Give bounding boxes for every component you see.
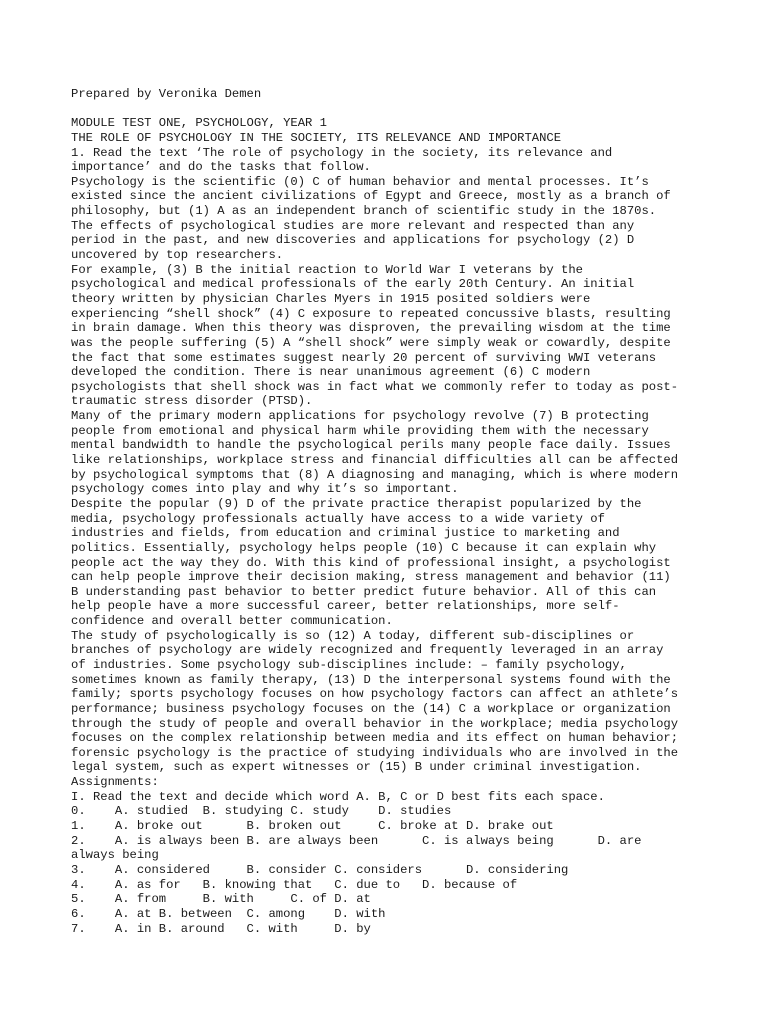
paragraph-4-line: politics. Essentially, psychology helps people (10) C because it can explain why bbox=[71, 540, 657, 555]
answer-options-list-line: 2. A. is always been B. are always been C. is always being D. are bbox=[71, 833, 642, 848]
module-heading: MODULE TEST ONE, PSYCHOLOGY, YEAR 1 bbox=[71, 116, 327, 131]
document-body bbox=[71, 87, 711, 936]
paragraph-1 bbox=[71, 175, 711, 263]
paragraph-2-line: psychologists that shell shock was in fact what we commonly refer to today as post- bbox=[71, 379, 679, 394]
answer-options-list-line: 7. A. in B. around C. with D. by bbox=[71, 921, 371, 936]
assignment-1-instruction: I. Read the text and decide which word A. B, C or D best fits each space. bbox=[71, 789, 605, 804]
answer-options-list-line: 5. A. from B. with C. of D. at bbox=[71, 892, 371, 907]
paragraph-4-line: can help people improve their decision making, stress management and behavior (11) bbox=[71, 570, 671, 585]
answer-options-list bbox=[71, 804, 711, 936]
paragraph-2-line: psychological and medical professionals of the early 20th Century. An initial bbox=[71, 277, 635, 292]
paragraph-1-line: period in the past, and new discoveries and applications for psychology (2) D bbox=[71, 233, 635, 248]
paragraph-4 bbox=[71, 497, 711, 629]
blank-line bbox=[71, 102, 711, 117]
paragraph-4-line: Despite the popular (9) D of the private practice therapist popularized by the bbox=[71, 496, 642, 511]
paragraph-3-line: mental bandwidth to handle the psychological perils many people face daily. Issues bbox=[71, 438, 671, 453]
paragraph-2-line: theory written by physician Charles Myers in 1915 posited soldiers were bbox=[71, 291, 591, 306]
paragraph-5-line: The study of psychologically is so (12) A today, different sub-disciplines or bbox=[71, 628, 635, 643]
task-1-instruction bbox=[71, 146, 711, 175]
paragraph-5-line: sometimes known as family therapy, (13) D the interpersonal systems found with the bbox=[71, 672, 671, 687]
paragraph-2-line: For example, (3) B the initial reaction to World War I veterans by the bbox=[71, 262, 583, 277]
paragraph-1-line: existed since the ancient civilizations of Egypt and Greece, mostly as a branch of bbox=[71, 189, 671, 204]
paragraph-3-line: psychology comes into play and why it’s so important. bbox=[71, 482, 459, 497]
paragraph-4-line: B understanding past behavior to better predict future behavior. All of this can bbox=[71, 584, 657, 599]
paragraph-4-line: industries and fields, from education and criminal justice to marketing and bbox=[71, 526, 620, 541]
paragraph-2-line: traumatic stress disorder (PTSD). bbox=[71, 394, 313, 409]
paragraph-3-line: like relationships, workplace stress and financial difficulties all can be affected bbox=[71, 453, 679, 468]
answer-options-list-line: 4. A. as for B. knowing that C. due to D. because of bbox=[71, 877, 518, 892]
paragraph-4-line: help people have a more successful career, better relationships, more self- bbox=[71, 599, 620, 614]
paragraph-5-line: forensic psychology is the practice of studying individuals who are involved in the bbox=[71, 745, 679, 760]
paragraph-3-line: Many of the primary modern applications for psychology revolve (7) B protecting bbox=[71, 409, 649, 424]
paragraph-3 bbox=[71, 409, 711, 497]
paragraph-2-line: the fact that some estimates suggest nearly 20 percent of surviving WWI veterans bbox=[71, 350, 657, 365]
paragraph-1-line: Psychology is the scientific (0) C of human behavior and mental processes. It’s bbox=[71, 174, 649, 189]
paragraph-2-line: experiencing “shell shock” (4) C exposure to repeated concussive blasts, resulting bbox=[71, 306, 671, 321]
paragraph-5-line: through the study of people and overall behavior in the workplace; media psychology bbox=[71, 716, 679, 731]
paragraph-5-line: branches of psychology are widely recognized and frequently leveraged in an array bbox=[71, 643, 664, 658]
answer-options-list-line: 1. A. broke out B. broken out C. broke at D. brake out bbox=[71, 819, 554, 834]
topic-heading: THE ROLE OF PSYCHOLOGY IN THE SOCIETY, ITS RELEVANCE AND IMPORTANCE bbox=[71, 130, 562, 145]
paragraph-2 bbox=[71, 263, 711, 409]
paragraph-4-line: confidence and overall better communication. bbox=[71, 614, 393, 629]
answer-options-list-line: 3. A. considered B. consider C. considers D. considering bbox=[71, 862, 569, 877]
paragraph-2-line: developed the condition. There is near unanimous agreement (6) C modern bbox=[71, 365, 591, 380]
task-1-instruction-line: 1. Read the text ‘The role of psychology in the society, its relevance and bbox=[71, 145, 613, 160]
paragraph-5-line: legal system, such as expert witnesses or (15) B under criminal investigation. bbox=[71, 760, 642, 775]
paragraph-2-line: was the people suffering (5) A “shell shock” were simply weak or cowardly, despite bbox=[71, 335, 671, 350]
task-1-instruction-line: importance’ and do the tasks that follow. bbox=[71, 160, 371, 175]
paragraph-4-line: people act the way they do. With this kind of professional insight, a psychologist bbox=[71, 555, 671, 570]
paragraph-3-line: by psychological symptoms that (8) A diagnosing and managing, which is where modern bbox=[71, 467, 679, 482]
paragraph-2-line: in brain damage. When this theory was disproven, the prevailing wisdom at the time bbox=[71, 321, 671, 336]
paragraph-3-line: people from emotional and physical harm while providing them with the necessary bbox=[71, 423, 649, 438]
paragraph-5 bbox=[71, 629, 711, 775]
assignments-label: Assignments: bbox=[71, 775, 159, 790]
paragraph-5-line: performance; business psychology focuses on the (14) C a workplace or organization bbox=[71, 701, 671, 716]
prepared-by-line: Prepared by Veronika Demen bbox=[71, 87, 262, 101]
answer-options-list-line: always being bbox=[71, 848, 159, 863]
paragraph-1-line: The effects of psychological studies are more relevant and respected than any bbox=[71, 218, 635, 233]
paragraph-5-line: focuses on the complex relationship between media and its effect on human behavior; bbox=[71, 731, 679, 746]
paragraph-1-line: uncovered by top researchers. bbox=[71, 248, 284, 263]
paragraph-4-line: media, psychology professionals actually have access to a wide variety of bbox=[71, 511, 605, 526]
answer-options-list-line: 6. A. at B. between C. among D. with bbox=[71, 906, 386, 921]
answer-options-list-line: 0. A. studied B. studying C. study D. studies bbox=[71, 804, 452, 819]
paragraph-5-line: family; sports psychology focuses on how psychology factors can affect an athlete’s bbox=[71, 687, 679, 702]
paragraph-1-line: philosophy, but (1) A as an independent branch of scientific study in the 1870s. bbox=[71, 204, 657, 219]
paragraph-5-line: of industries. Some psychology sub-disciplines include: – family psychology, bbox=[71, 657, 627, 672]
